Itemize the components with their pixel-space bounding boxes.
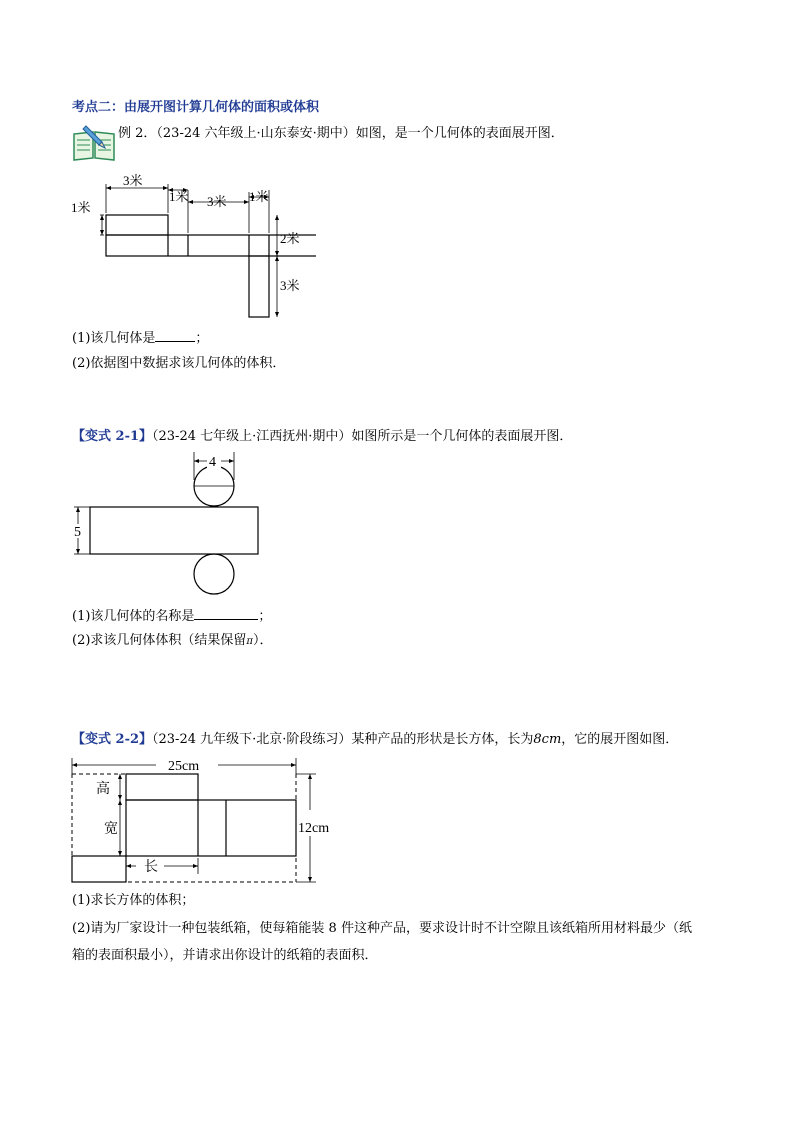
- variant-2-2-q2-line2: 箱的表面积最小），并请求出你设计的纸箱的表面积．: [72, 948, 378, 963]
- variant-2-2-title: 【变式 2-2】（23-24 九年级下·北京·阶段练习）某种产品的形状是长方体，长为8cm，它的展开图如图．: [72, 732, 679, 747]
- net-top-face: [106, 215, 168, 235]
- book-pencil-icon: [72, 122, 116, 162]
- example-2-prefix: 例 2．: [118, 126, 157, 141]
- label-kuan: 宽: [104, 822, 118, 837]
- figure-cylinder-net: [66, 450, 266, 600]
- example-2-q2: (2)依据图中数据求该几何体的体积．: [72, 356, 286, 371]
- label-diameter: 4: [209, 455, 216, 470]
- label-12cm: 12cm: [298, 821, 330, 836]
- label-25cm: 25cm: [168, 759, 200, 774]
- answer-blank[interactable]: [194, 605, 258, 620]
- cylinder-bottom-circle: [194, 554, 234, 594]
- figure-cuboid-net: [66, 752, 346, 887]
- pi-symbol: π: [246, 636, 253, 647]
- label-1m-left: 1米: [71, 200, 91, 215]
- example-2-title: [118, 125, 564, 143]
- cuboid-top-face: [126, 774, 198, 800]
- label-1m-b: 1米: [249, 189, 269, 204]
- example-2-text: 如图，是一个几何体的表面展开图．: [355, 126, 564, 141]
- example-2-source: （23-24 六年级上·山东泰安·期中）: [156, 126, 356, 141]
- variant-2-2-label: 【变式 2-2】: [72, 732, 153, 747]
- variant-2-2-q2-line1: (2)请为厂家设计一种包装纸箱，使每箱能装 8 件这种产品，要求设计时不计空隙且该纸箱所用材料最少（纸: [72, 921, 692, 936]
- variant-2-1-q1: (1)该几何体的名称是 ；: [72, 605, 271, 626]
- variant-2-2-q1: (1)求长方体的体积；: [72, 893, 195, 908]
- variant-2-1-q2: (2)求该几何体体积（结果保留π）．: [72, 633, 273, 648]
- cuboid-bottom-left-face: [72, 856, 126, 882]
- cylinder-lateral-rect: [90, 507, 258, 554]
- label-2m: 2米: [280, 231, 300, 246]
- label-3m-mid: 3米: [207, 194, 227, 209]
- label-chang: 长: [144, 860, 158, 875]
- label-gao: 高: [96, 782, 110, 797]
- example-2-q1: (1)该几何体是 ；: [72, 327, 208, 348]
- variant-2-1-title: 【变式 2-1】（23-24 七年级上·江西抚州·期中）如图所示是一个几何体的表面展开图．: [72, 429, 573, 444]
- label-3m-top: 3米: [123, 173, 143, 188]
- answer-blank[interactable]: [155, 327, 195, 342]
- label-3m-right: 3米: [280, 278, 300, 293]
- label-height: 5: [74, 525, 81, 540]
- variant-2-1-label: 【变式 2-1】: [72, 429, 153, 444]
- cuboid-middle-strip: [126, 800, 296, 856]
- net-bottom-face: [249, 256, 269, 317]
- label-1m-a: 1米: [169, 189, 189, 204]
- figure-box-net: [66, 168, 316, 323]
- section-heading: 考点二：由展开图计算几何体的面积或体积: [72, 100, 320, 115]
